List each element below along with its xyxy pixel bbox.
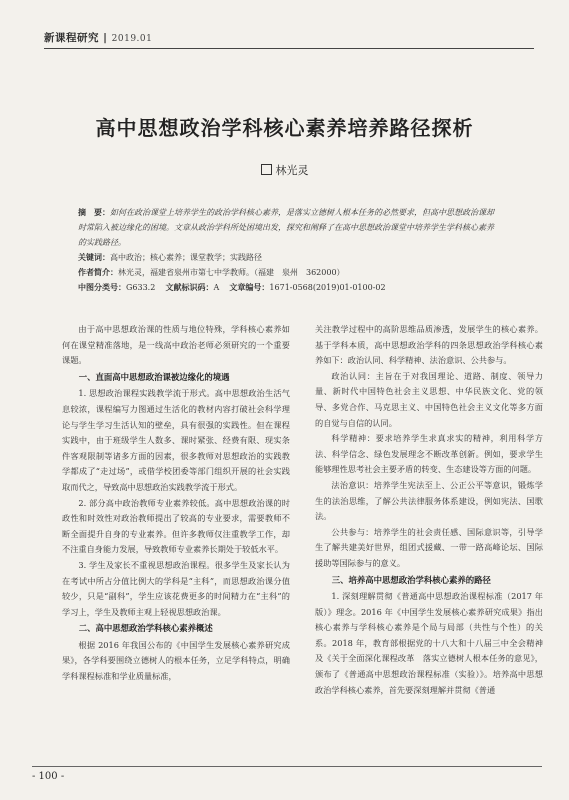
body-paragraph: 1. 思想政治课程实践教学流于形式。高中思想政治生活气息较浓，课程编写力图通过生活化的教材内容打破社会科学理论与学生学习生活认知的壁垒，具有很强的实践性。但在课程实践中，由于班级学生人数多、课时紧张、经费有限、现实条件客观限制等诸多方面的因素，很多教师对思想政治的实践教学都成了“走过场”，或借学校团委等部门组织开展的社会实践取而代之，导致高中思想政治实践教学流于形式。 [62, 388, 290, 492]
article-number-label: 文章编号： [229, 282, 270, 292]
body-paragraph: 关注教学过程中的高阶思维品质渗透，发展学生的核心素养。基于学科本质，高中思想政治学科的四条思想政治学科核心素养如下：政治认同、科学精神、法治意识、公共参与。 [315, 324, 543, 366]
abstract-label: 摘 要： [78, 207, 110, 217]
body-paragraph: 政治认同：主旨在于对我国理论、道路、制度、领导力量、新时代中国特色社会主义思想、中华民族文化、党的领导、多党合作、马克思主义、中国特色社会主义文化等多方面的自觉与自信的认同。 [315, 370, 543, 428]
section-heading: 三、培养高中思想政治学科核心素养的路径 [331, 574, 491, 585]
body-paragraph: 2. 部分高中政治教师专业素养较低。高中思想政治课的时政性和时效性对政治教师提出了较高的专业要求，需要教师不断全面提升自身的专业素养。但许多教师仅注重教学工作，却不注重自身能力发展，导致教师专业素养长期处于较低水平。 [62, 497, 290, 555]
classification [78, 280, 498, 295]
article-number-value: 1671-0568(2019)01-0100-02 [269, 283, 386, 292]
clc-value: G633.2 [126, 283, 156, 292]
abstract [78, 205, 498, 250]
issue-number: 2019.01 [111, 34, 153, 44]
page-footer [32, 766, 542, 782]
body-paragraph: 根据 2016 年我国公布的《中国学生发展核心素养研究成果》，各学科要围绕立德树人的根本任务，立足学科特点，明确学科课程标准和学业质量标准， [62, 639, 290, 682]
body-paragraph: 法治意识：培养学生宪法至上、公正公平等意识，锻炼学生的法治思维，了解公共法律服务体系建设，例如宪法、国歌法。 [315, 479, 543, 522]
body-paragraph: 由于高中思想政治课的性质与地位特殊，学科核心素养如何在课堂精准落地，是一线高中政治老师必须研究的一个重要课题。 [62, 324, 290, 366]
doc-code-value: A [213, 283, 220, 292]
article-meta [78, 205, 498, 295]
keywords-text: 高中政治；核心素养；课堂教学；实践路径 [110, 253, 262, 262]
journal-name: 新课程研究 [44, 32, 99, 44]
article-title: 高中思想政治学科核心素养培养路径探析 [95, 116, 474, 140]
body-column-right [315, 322, 543, 698]
keywords-label: 关键词： [78, 252, 110, 262]
header-separator: | [103, 32, 108, 44]
author-info-text: 林光灵，福建省泉州市第七中学教师。（福建 泉州 362000） [118, 268, 345, 277]
doc-code-label: 文献标识码： [165, 282, 214, 292]
body-paragraph: 公共参与：培养学生的社会责任感、国际意识等，引导学生了解共建美好世界，组团式援藏、一带一路高峰论坛、国际援助等国际参与的意义。 [315, 526, 543, 568]
keywords [78, 250, 498, 265]
abstract-text: 如何在政治课堂上培养学生的政治学科核心素养，是落实立德树人根本任务的必然要求，但高中思想政治课却时常陷入被边缘化的困境。文章从政治学科所处困境出发，探究和阐释了在高中思想政治课堂中培养学生学科核心素养的实践路径。 [78, 208, 494, 247]
author-info [78, 265, 498, 280]
section-heading: 一、直面高中思想政治课被边缘化的境遇 [78, 371, 230, 382]
body-paragraph: 3. 学生及家长不重视思想政治课程。很多学生及家长认为在考试中所占分值比例大的学科是“主科”，而思想政治课分值较少，只是“副科”，学生应该花费更多的时间精力在“主科”的学习上，学生及教师主观上轻视思想政治课。 [62, 559, 290, 617]
clc-label: 中图分类号： [78, 282, 126, 292]
author-line [0, 162, 569, 178]
running-header [44, 30, 534, 49]
author-name: 林光灵 [275, 164, 309, 177]
body-paragraph: 科学精神：要求培养学生求真求实的精神，利用科学方法、科学信念、绿色发展理念不断改革创新。例如，要求学生能够理性思考社会主要矛盾的转变、生态建设等方面的问题。 [315, 433, 543, 475]
author-box-icon [261, 164, 272, 175]
page-number: - 100 - [32, 771, 65, 782]
body-column-left [62, 322, 290, 685]
body-paragraph: 1. 深刻理解贯彻《普通高中思想政治课程标准（2017 年版）》理念。2016 年《中国学生发展核心素养研究成果》指出核心素养与学科核心素养是个局与局部（共性与个性）的关系。2018 年，教育部根据党的十八大和十八届三中全会精神及《关于全面深化课程改革 落实立德树人根本任务的意见》，颁布了《普通高中思想政治课程标准（实验）》。培养高中思想政治学科核心素养，首先要深刻理解并贯彻《普通 [315, 591, 543, 695]
section-heading: 二、高中思想政治学科核心素养概述 [78, 623, 213, 634]
author-info-label: 作者简介： [78, 267, 118, 277]
